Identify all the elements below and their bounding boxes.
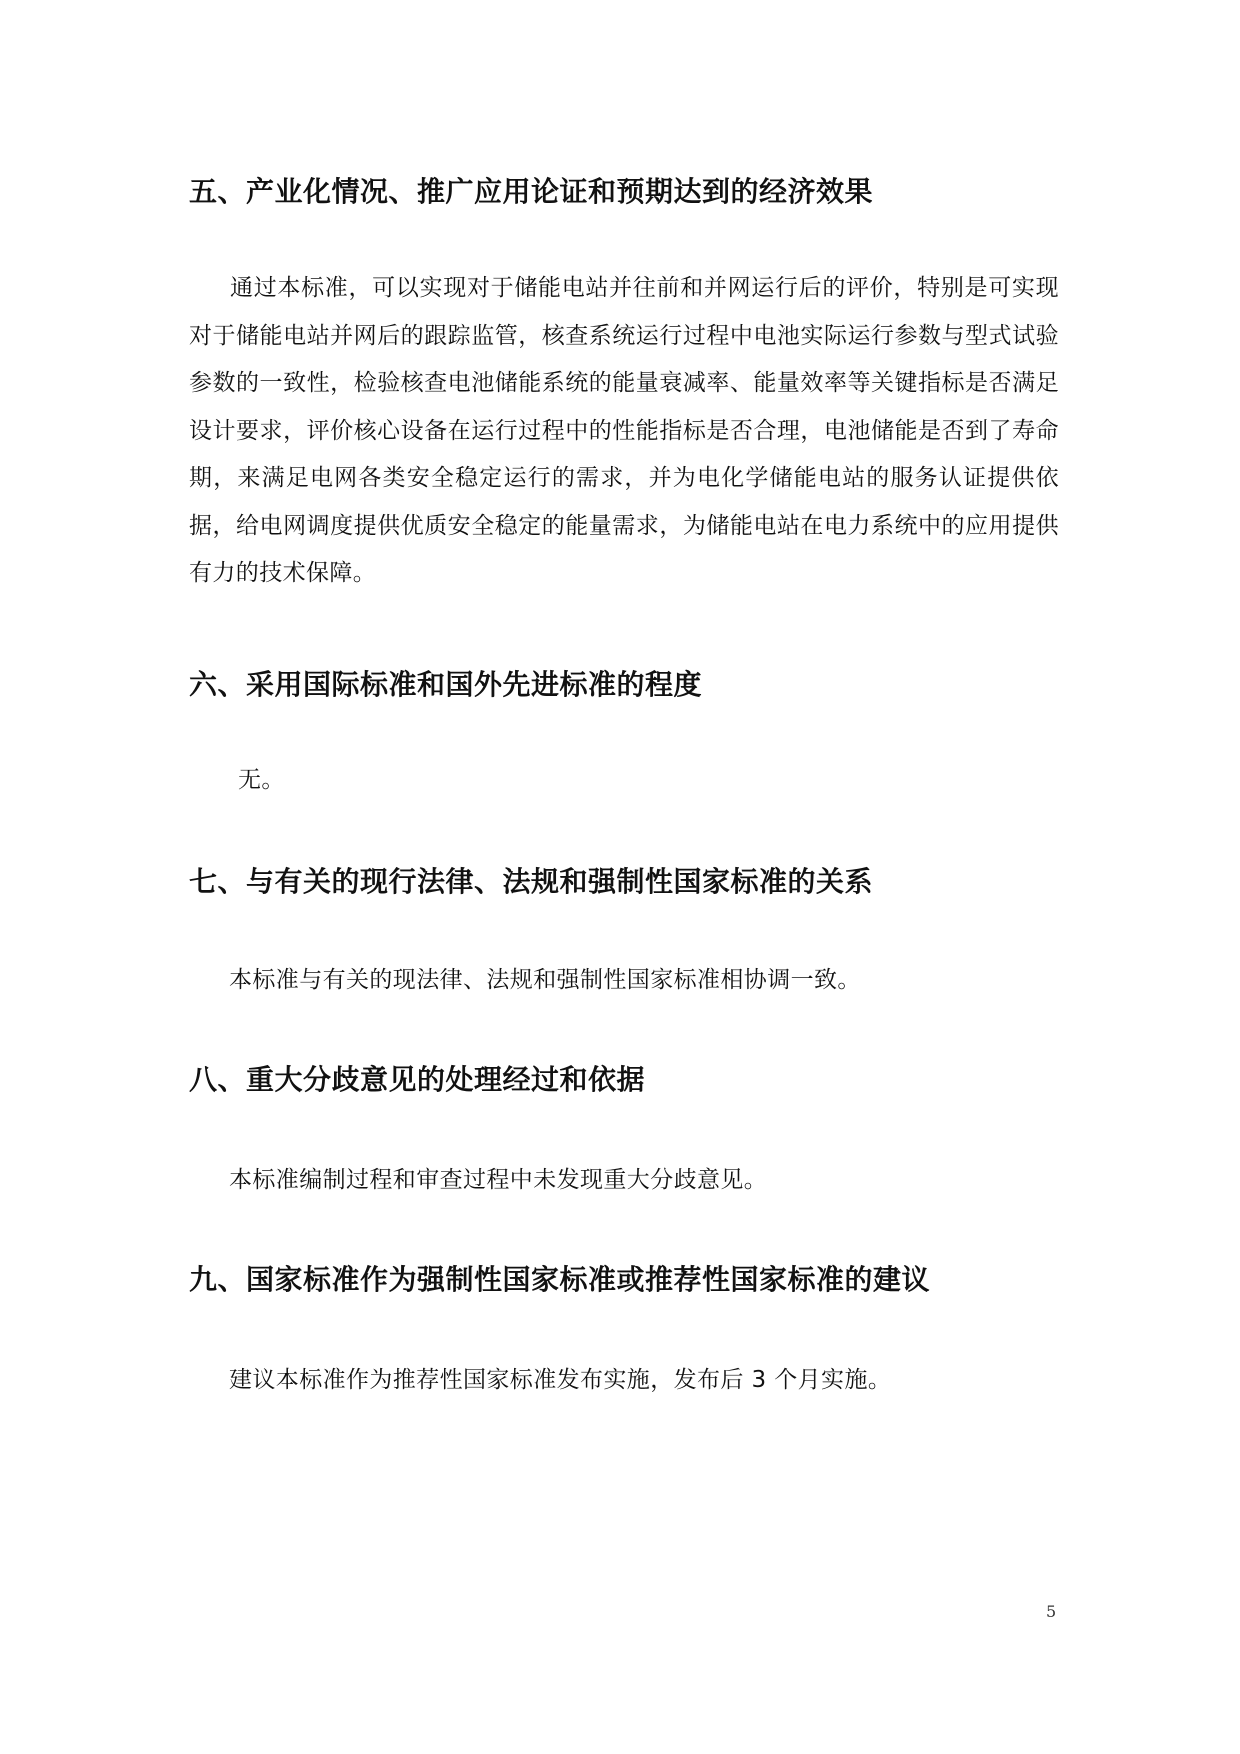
section-7-body: 本标准与有关的现法律、法规和强制性国家标准相协调一致。 xyxy=(229,967,861,993)
section-8-heading: 八、重大分歧意见的处理经过和依据 xyxy=(189,1063,646,1096)
section-7-heading: 七、与有关的现行法律、法规和强制性国家标准的关系 xyxy=(189,865,874,898)
page-number: 5 xyxy=(1046,1602,1057,1621)
section-6-body: 无。 xyxy=(238,767,285,793)
section-9-body: 建议本标准作为推荐性国家标准发布实施，发布后 3 个月实施。 xyxy=(229,1367,892,1393)
section-6-heading: 六、采用国际标准和国外先进标准的程度 xyxy=(189,668,703,701)
section-9-heading: 九、国家标准作为强制性国家标准或推荐性国家标准的建议 xyxy=(189,1263,931,1296)
section-5-body: 通过本标准，可以实现对于储能电站并往前和并网运行后的评价，特别是可实现对于储能电站并网后的跟踪监管，核查系统运行过程中电池实际运行参数与型式试验参数的一致性，检验核查电池储能系统的能量衰减率、能量效率等关键指标是否满足设计要求，评价核心设备在运行过程中的性能指标是否合理，电池储能是否到了寿命期，来满足电网各类安全稳定运行的需求，并为电化学储能电站的服务认证提供依据，给电网调度提供优质安全稳定的能量需求，为储能电站在电力系统中的应用提供有力的技术保障。 xyxy=(189,275,1059,586)
section-8-body: 本标准编制过程和审查过程中未发现重大分歧意见。 xyxy=(229,1167,768,1193)
section-5-heading: 五、产业化情况、推广应用论证和预期达到的经济效果 xyxy=(189,175,874,208)
